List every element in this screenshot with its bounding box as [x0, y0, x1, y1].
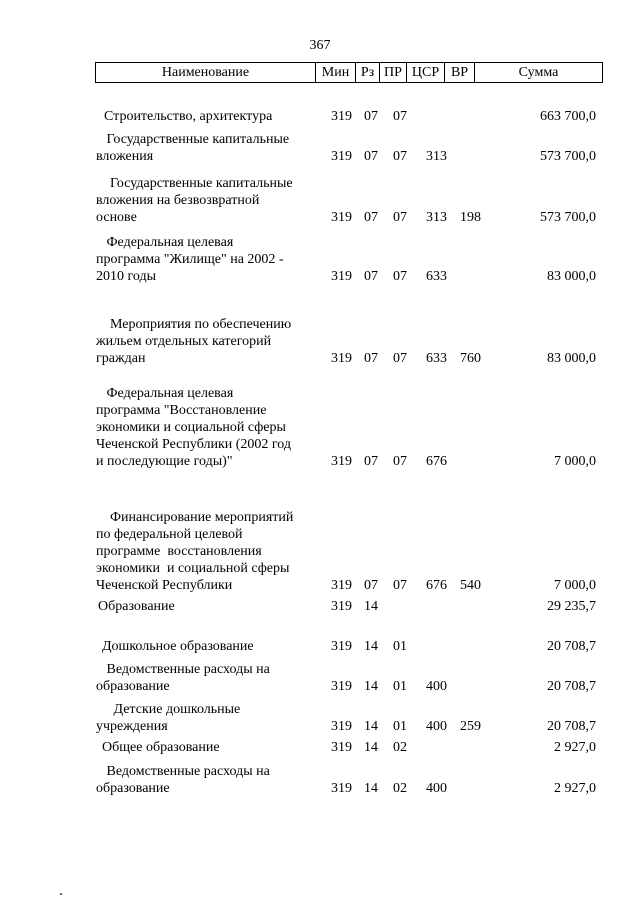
header-min: Мин: [316, 63, 356, 82]
cell-csr: 633: [426, 269, 447, 284]
row-name-line: основе: [96, 210, 137, 225]
cell-min: 319: [331, 740, 352, 755]
cell-min: 319: [331, 269, 352, 284]
cell-sum: 7 000,0: [554, 578, 596, 593]
cell-rz: 14: [364, 639, 378, 654]
row-name: [96, 316, 324, 367]
row-name-line: Ведомственные расходы на: [96, 764, 270, 779]
cell-pr: 02: [393, 781, 407, 796]
cell-min: 319: [331, 719, 352, 734]
row-name-line: Общее образование: [102, 740, 220, 755]
cell-sum: 20 708,7: [547, 679, 596, 694]
cell-sum: 20 708,7: [547, 639, 596, 654]
cell-sum: 2 927,0: [554, 740, 596, 755]
row-name-line: Государственные капитальные: [96, 132, 290, 147]
row-name-line: экономики и социальной сферы: [96, 561, 290, 576]
cell-sum: 20 708,7: [547, 719, 596, 734]
cell-min: 319: [331, 454, 352, 469]
row-name-line: образование: [96, 679, 170, 694]
cell-vr: 540: [460, 578, 481, 593]
cell-pr: 07: [393, 578, 407, 593]
cell-min: 319: [331, 781, 352, 796]
cell-pr: 02: [393, 740, 407, 755]
row-name: [96, 701, 324, 735]
cell-rz: 07: [364, 578, 378, 593]
cell-csr: 400: [426, 679, 447, 694]
row-name-line: Государственные капитальные: [96, 176, 293, 191]
header-rz: Рз: [356, 63, 380, 82]
cell-min: 319: [331, 679, 352, 694]
cell-sum: 7 000,0: [554, 454, 596, 469]
cell-pr: 07: [393, 109, 407, 124]
cell-rz: 07: [364, 269, 378, 284]
page-number: 367: [309, 38, 331, 53]
cell-sum: 29 235,7: [547, 599, 596, 614]
cell-csr: 400: [426, 719, 447, 734]
cell-rz: 14: [364, 781, 378, 796]
row-name-line: программа "Восстановление: [96, 403, 267, 418]
row-name: [96, 385, 324, 470]
row-name-line: программа "Жилище" на 2002 -: [96, 252, 284, 267]
row-name-line: Дошкольное образование: [102, 639, 254, 654]
row-name: [96, 175, 324, 226]
cell-sum: 83 000,0: [547, 269, 596, 284]
row-name-line: Строительство, архитектура: [104, 109, 273, 124]
cell-min: 319: [331, 109, 352, 124]
cell-csr: 313: [426, 149, 447, 164]
row-name-line: Чеченской Республики: [96, 578, 233, 593]
cell-rz: 07: [364, 210, 378, 225]
row-name: [96, 234, 324, 285]
cell-pr: 07: [393, 269, 407, 284]
header-csr: ЦСР: [407, 63, 445, 82]
cell-rz: 14: [364, 599, 378, 614]
cell-rz: 14: [364, 740, 378, 755]
row-name-line: жильем отдельных категорий: [96, 334, 272, 349]
cell-sum: 83 000,0: [547, 351, 596, 366]
cell-min: 319: [331, 578, 352, 593]
row-name-line: по федеральной целевой: [96, 527, 243, 542]
cell-vr: 760: [460, 351, 481, 366]
row-name-line: Ведомственные расходы на: [96, 662, 270, 677]
cell-min: 319: [331, 639, 352, 654]
cell-vr: 198: [460, 210, 481, 225]
cell-csr: 676: [426, 454, 447, 469]
cell-rz: 14: [364, 679, 378, 694]
cell-sum: 663 700,0: [540, 109, 596, 124]
cell-sum: 2 927,0: [554, 781, 596, 796]
row-name-line: Федеральная целевая: [96, 235, 234, 250]
row-name: [96, 108, 332, 125]
cell-pr: 07: [393, 210, 407, 225]
cell-min: 319: [331, 351, 352, 366]
cell-min: 319: [331, 149, 352, 164]
cell-sum: 573 700,0: [540, 210, 596, 225]
row-name-line: образование: [96, 781, 170, 796]
row-name-line: Чеченской Республики (2002 год: [96, 437, 292, 452]
cell-pr: 01: [393, 679, 407, 694]
row-name-line: Мероприятия по обеспечению: [96, 317, 292, 332]
scan-speck: [60, 893, 62, 895]
cell-pr: 07: [393, 351, 407, 366]
cell-csr: 633: [426, 351, 447, 366]
row-name-line: 2010 годы: [96, 269, 157, 284]
row-name-line: Образование: [98, 599, 175, 614]
cell-min: 319: [331, 210, 352, 225]
header-sum: Сумма: [518, 65, 559, 80]
cell-pr: 01: [393, 639, 407, 654]
cell-rz: 14: [364, 719, 378, 734]
row-name-line: учреждения: [96, 719, 168, 734]
row-name-line: Финансирование мероприятий: [96, 510, 294, 525]
cell-pr: 01: [393, 719, 407, 734]
cell-rz: 07: [364, 109, 378, 124]
row-name: [96, 739, 330, 756]
cell-csr: 676: [426, 578, 447, 593]
row-name-line: Детские дошкольные: [96, 702, 241, 717]
header-vr: ВР: [445, 63, 475, 82]
row-name: [96, 131, 324, 165]
cell-pr: 07: [393, 454, 407, 469]
row-name-line: и последующие годы)": [96, 454, 233, 469]
row-name-line: экономики и социальной сферы: [96, 420, 286, 435]
row-name-line: граждан: [96, 351, 146, 366]
cell-csr: 313: [426, 210, 447, 225]
header-pr: ПР: [380, 63, 407, 82]
header-name: Наименование: [96, 63, 316, 82]
row-name: [96, 638, 330, 655]
cell-rz: 07: [364, 454, 378, 469]
row-name: [96, 598, 326, 615]
row-name-line: вложения: [96, 149, 154, 164]
cell-pr: 07: [393, 149, 407, 164]
cell-vr: 259: [460, 719, 481, 734]
cell-rz: 07: [364, 149, 378, 164]
row-name: [96, 509, 324, 594]
cell-rz: 07: [364, 351, 378, 366]
row-name: [96, 661, 324, 695]
row-name-line: программе восстановления: [96, 544, 262, 559]
cell-min: 319: [331, 599, 352, 614]
cell-csr: 400: [426, 781, 447, 796]
table-header: [95, 62, 603, 83]
cell-sum: 573 700,0: [540, 149, 596, 164]
row-name-line: Федеральная целевая: [96, 386, 234, 401]
row-name: [96, 763, 324, 797]
row-name-line: вложения на безвозвратной: [96, 193, 260, 208]
